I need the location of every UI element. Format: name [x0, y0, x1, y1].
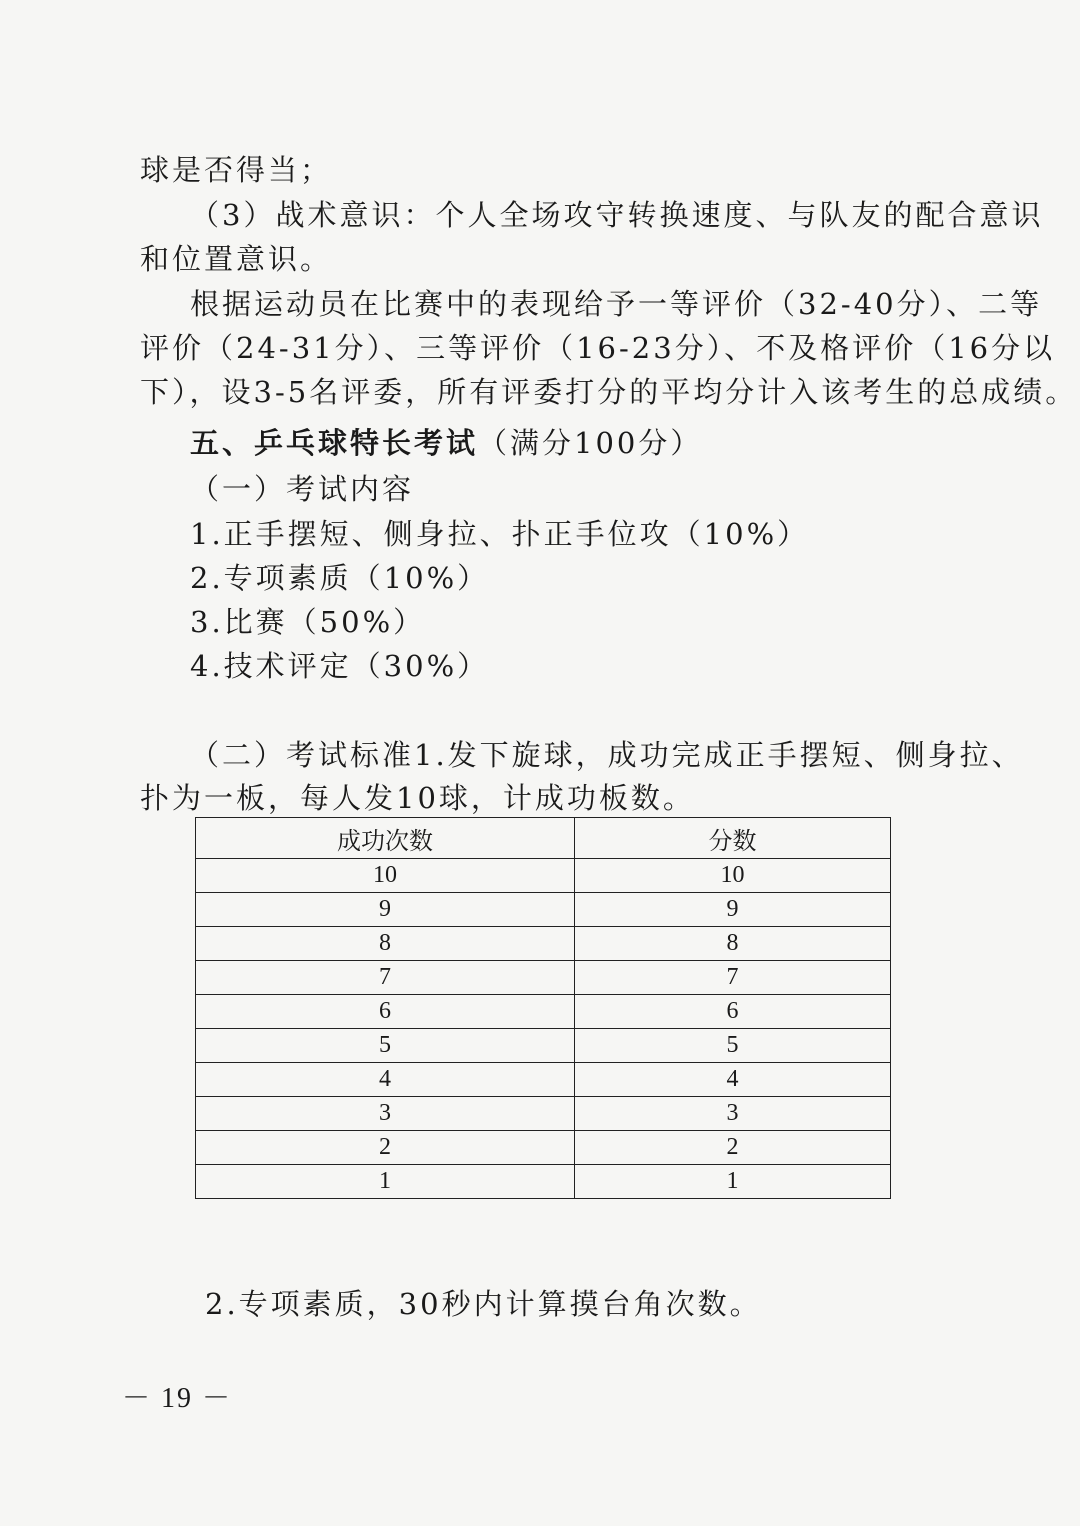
table-cell: 9	[575, 893, 891, 927]
table-row	[196, 1029, 891, 1063]
table-cell: 4	[196, 1063, 575, 1097]
table-row	[196, 961, 891, 995]
paragraph-line: 下），设3-5名评委，所有评委打分的平均分计入该考生的总成绩。	[140, 375, 1078, 409]
table-cell: 10	[196, 859, 575, 893]
table-cell: 6	[575, 995, 891, 1029]
content-item: 2.专项素质（10%）	[190, 561, 490, 595]
table-cell: 8	[196, 927, 575, 961]
table-cell: 7	[196, 961, 575, 995]
table-cell: 3	[196, 1097, 575, 1131]
table-cell: 8	[575, 927, 891, 961]
paragraph-line: 球是否得当；	[140, 153, 333, 187]
paragraph-line: 根据运动员在比赛中的表现给予一等评价（32-40分）、二等	[190, 287, 1043, 321]
content-item: 4.技术评定（30%）	[190, 649, 490, 683]
table-cell: 1	[575, 1165, 891, 1199]
table-cell: 7	[575, 961, 891, 995]
paragraph-line: 和位置意识。	[140, 242, 333, 276]
paragraph-line: 评价（24-31分）、三等评价（16-23分）、不及格评价（16分以	[140, 331, 1056, 365]
table-header-row	[196, 818, 891, 859]
section-heading: 五、乒乓球特长考试	[190, 426, 479, 460]
table-cell: 5	[575, 1029, 891, 1063]
content-item: 1.正手摆短、侧身拉、扑正手位攻（10%）	[190, 517, 810, 551]
table-cell: 5	[196, 1029, 575, 1063]
table-row	[196, 1097, 891, 1131]
table-header-cell: 分数	[575, 818, 891, 859]
table-cell: 4	[575, 1063, 891, 1097]
table-cell: 3	[575, 1097, 891, 1131]
table-row	[196, 1131, 891, 1165]
standard-line: （二）考试标准1.发下旋球，成功完成正手摆短、侧身拉、	[190, 738, 1024, 772]
table-row	[196, 859, 891, 893]
table-cell: 10	[575, 859, 891, 893]
table-row	[196, 995, 891, 1029]
table-cell: 2	[196, 1131, 575, 1165]
table-row	[196, 927, 891, 961]
table-cell: 9	[196, 893, 575, 927]
content-title: （一）考试内容	[190, 472, 415, 506]
score-table	[195, 817, 891, 1199]
content-item: 3.比赛（50%）	[190, 605, 426, 639]
table-row	[196, 1063, 891, 1097]
standard-line: 扑为一板，每人发10球，计成功板数。	[140, 781, 695, 815]
section-heading-suffix: （满分100分）	[478, 426, 703, 460]
page-number: － 19 －	[122, 1383, 233, 1414]
table-row	[196, 893, 891, 927]
table-cell: 6	[196, 995, 575, 1029]
section-heading-line	[190, 426, 702, 460]
table-header-cell: 成功次数	[196, 818, 575, 859]
table-row	[196, 1165, 891, 1199]
paragraph-line: （3）战术意识：个人全场攻守转换速度、与队友的配合意识	[190, 198, 1044, 232]
table-cell: 2	[575, 1131, 891, 1165]
item2-text: 2.专项素质，30秒内计算摸台角次数。	[205, 1287, 762, 1321]
table-cell: 1	[196, 1165, 575, 1199]
